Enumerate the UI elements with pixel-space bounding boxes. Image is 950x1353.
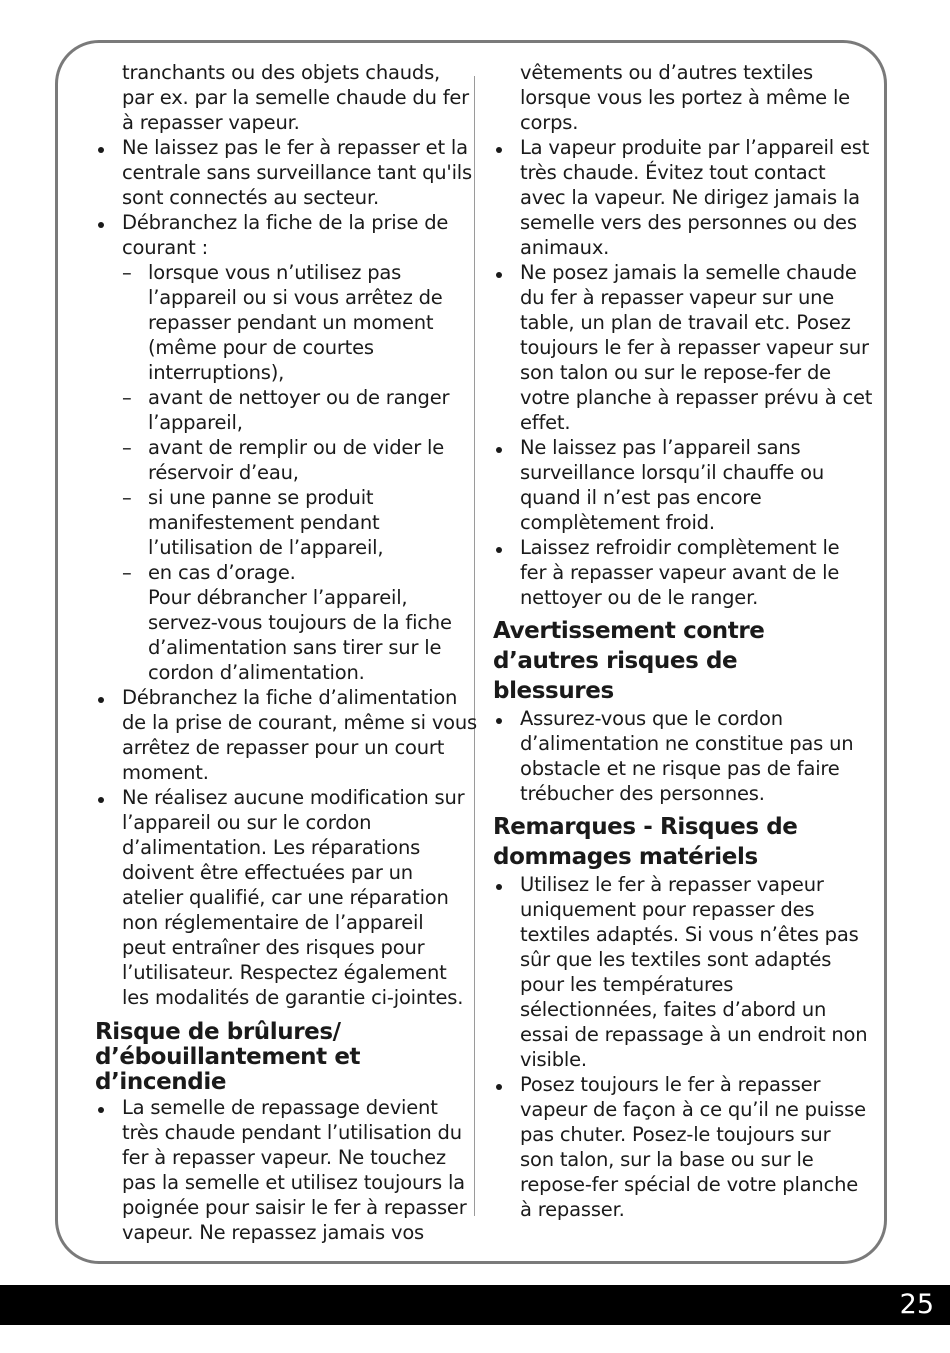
text-line: d’alimentation. Les réparations <box>122 836 421 859</box>
text-line: essai de repassage à un endroit non <box>520 1023 868 1046</box>
column-divider <box>474 76 475 1216</box>
text-line: peut entraîner des risques pour <box>122 936 425 959</box>
bullet-item <box>493 872 859 897</box>
text-line: repose-fer spécial de votre planche <box>520 1173 859 1196</box>
text-line: atelier qualifié, car une réparation <box>122 886 449 909</box>
text-line: l’appareil ou si vous arrêtez de <box>148 286 443 309</box>
text-line: sélectionnées, faites d’abord un <box>520 998 827 1021</box>
text-line: du fer à repasser vapeur sur une <box>520 286 835 309</box>
text-line: non réglementaire de l’appareil <box>122 911 424 934</box>
text-line: les modalités de garantie ci-jointes. <box>122 986 464 1009</box>
text-line: Utilisez le fer à repasser vapeur <box>520 873 824 896</box>
page-number: 25 <box>899 1289 934 1320</box>
text-line: effet. <box>520 411 571 434</box>
text-line: vapeur de façon à ce qu’il ne puisse <box>520 1098 866 1121</box>
text-line: tranchants ou des objets chauds, <box>122 61 441 84</box>
bullet-item <box>95 210 460 235</box>
text-line: avant de nettoyer ou de ranger <box>148 386 450 409</box>
text-line: trébucher des personnes. <box>520 782 765 805</box>
bullet-item <box>95 785 465 810</box>
text-line: l’appareil, <box>148 411 243 434</box>
text-line: l’utilisateur. Respectez également <box>122 961 447 984</box>
text-line: Ne laissez pas le fer à repasser et la <box>122 136 468 159</box>
heading-line: d’autres risques de <box>493 648 738 674</box>
text-line: lorsque vous n’utilisez pas <box>148 261 402 284</box>
text-line: en cas d’orage. <box>148 561 296 584</box>
bullet-item <box>95 135 468 160</box>
left-column <box>95 60 478 1245</box>
text-line: l’utilisation de l’appareil, <box>148 536 384 559</box>
text-line: avec la vapeur. Ne dirigez jamais la <box>520 186 860 209</box>
text-line: servez-vous toujours de la fiche <box>148 611 452 634</box>
text-line: à repasser vapeur. <box>122 111 300 134</box>
dash-item <box>95 435 460 460</box>
text-line: très chaude pendant l’utilisation du <box>122 1121 462 1144</box>
right-column <box>493 60 873 1222</box>
text-line: La semelle de repassage devient <box>122 1096 438 1119</box>
text-line: manifestement pendant <box>148 511 380 534</box>
text-line: visible. <box>520 1048 587 1071</box>
text-line: centrale sans surveillance tant qu'ils <box>122 161 472 184</box>
text-line: fer à repasser vapeur. Ne touchez <box>122 1146 446 1169</box>
section-heading-burn <box>95 1020 460 1095</box>
text-line: Ne posez jamais la semelle chaude <box>520 261 857 284</box>
dash-icon: – <box>122 436 132 459</box>
text-line: votre planche à repasser prévu à cet <box>520 386 873 409</box>
dash-icon: – <box>122 261 132 284</box>
text-line: son talon ou sur le repose-fer de <box>520 361 831 384</box>
text-line: vapeur. Ne repassez jamais vos <box>122 1221 425 1244</box>
text-line: toujours le fer à repasser vapeur sur <box>520 336 869 359</box>
text-line: Pour débrancher l’appareil, <box>148 586 408 609</box>
text-line: Posez toujours le fer à repasser <box>520 1073 821 1096</box>
bullet-item <box>493 1072 859 1097</box>
text-line: semelle vers des personnes ou des <box>520 211 857 234</box>
text-line: textiles adaptés. Si vous n’êtes pas <box>520 923 859 946</box>
text-line: moment. <box>122 761 209 784</box>
text-line: interruptions), <box>148 361 285 384</box>
text-line: pas chuter. Posez-le toujours sur <box>520 1123 831 1146</box>
footer-bar <box>0 1285 950 1325</box>
text-line: complètement froid. <box>520 511 715 534</box>
text-line: Débranchez la fiche de la prise de <box>122 211 449 234</box>
text-line: pas la semelle et utilisez toujours la <box>122 1171 465 1194</box>
text-line: avant de remplir ou de vider le <box>148 436 445 459</box>
section-heading-injury <box>493 616 859 706</box>
text-line: de la prise de courant, même si vous <box>122 711 478 734</box>
text-line: corps. <box>520 111 579 134</box>
heading-line: dommages matériels <box>493 844 758 870</box>
text-line: (même pour de courtes <box>148 336 374 359</box>
text-line: très chaude. Évitez tout contact <box>520 161 826 184</box>
text-line: doivent être effectuées par un <box>122 861 413 884</box>
text-line: son talon, sur la base ou sur le <box>520 1148 814 1171</box>
text-line: quand il n’est pas encore <box>520 486 762 509</box>
text-line: poignée pour saisir le fer à repasser <box>122 1196 467 1219</box>
text-line: l’appareil ou sur le cordon <box>122 811 372 834</box>
heading-line: Remarques - Risques de <box>493 814 798 840</box>
text-line: Assurez-vous que le cordon <box>520 707 783 730</box>
text-line: par ex. par la semelle chaude du fer <box>122 86 469 109</box>
dash-item <box>95 385 460 410</box>
text-line: fer à repasser vapeur avant de le <box>520 561 840 584</box>
heading-line: Avertissement contre <box>493 618 765 644</box>
text-line: repasser pendant un moment <box>148 311 434 334</box>
text-line: obstacle et ne risque pas de faire <box>520 757 840 780</box>
text-line: animaux. <box>520 236 610 259</box>
bullet-item <box>493 706 859 731</box>
bullet-item <box>493 535 859 560</box>
text-line: courant : <box>122 236 208 259</box>
text-line: Ne réalisez aucune modification sur <box>122 786 465 809</box>
bullet-item <box>95 1095 460 1120</box>
heading-line: blessures <box>493 678 614 704</box>
text-line: Ne laissez pas l’appareil sans <box>520 436 801 459</box>
dash-icon: – <box>122 561 132 584</box>
bullet-item <box>493 135 870 160</box>
text-line: si une panne se produit <box>148 486 374 509</box>
dash-icon: – <box>122 486 132 509</box>
text-line: lorsque vous les portez à même le <box>520 86 850 109</box>
text-line: arrêtez de repasser pour un court <box>122 736 445 759</box>
heading-line: Risque de brûlures/ <box>95 1019 341 1045</box>
text-line: La vapeur produite par l’appareil est <box>520 136 870 159</box>
text-line: à repasser. <box>520 1198 625 1221</box>
bullet-item <box>95 685 460 710</box>
dash-item <box>95 260 460 285</box>
text-line: d’alimentation ne constitue pas un <box>520 732 854 755</box>
text-line: Débranchez la fiche d’alimentation <box>122 686 458 709</box>
text-line: pour les températures <box>520 973 734 996</box>
text-line: nettoyer ou de le ranger. <box>520 586 759 609</box>
dash-item <box>95 560 460 585</box>
text-line: Laissez refroidir complètement le <box>520 536 840 559</box>
heading-line: d’ébouillantement et <box>95 1044 361 1070</box>
text-line: cordon d’alimentation. <box>148 661 365 684</box>
text-line: surveillance lorsqu’il chauffe ou <box>520 461 825 484</box>
text-line: d’alimentation sans tirer sur le <box>148 636 442 659</box>
section-heading-damage <box>493 812 859 872</box>
bullet-item <box>493 260 859 285</box>
text-line: vêtements ou d’autres textiles <box>520 61 813 84</box>
text-line: table, un plan de travail etc. Posez <box>520 311 851 334</box>
text-line: uniquement pour repasser des <box>520 898 815 921</box>
heading-line: d’incendie <box>95 1069 227 1095</box>
text-line: réservoir d’eau, <box>148 461 299 484</box>
dash-icon: – <box>122 386 132 409</box>
bullet-item <box>493 435 859 460</box>
text-line: sont connectés au secteur. <box>122 186 379 209</box>
dash-item <box>95 485 460 510</box>
text-line: sûr que les textiles sont adaptés <box>520 948 832 971</box>
